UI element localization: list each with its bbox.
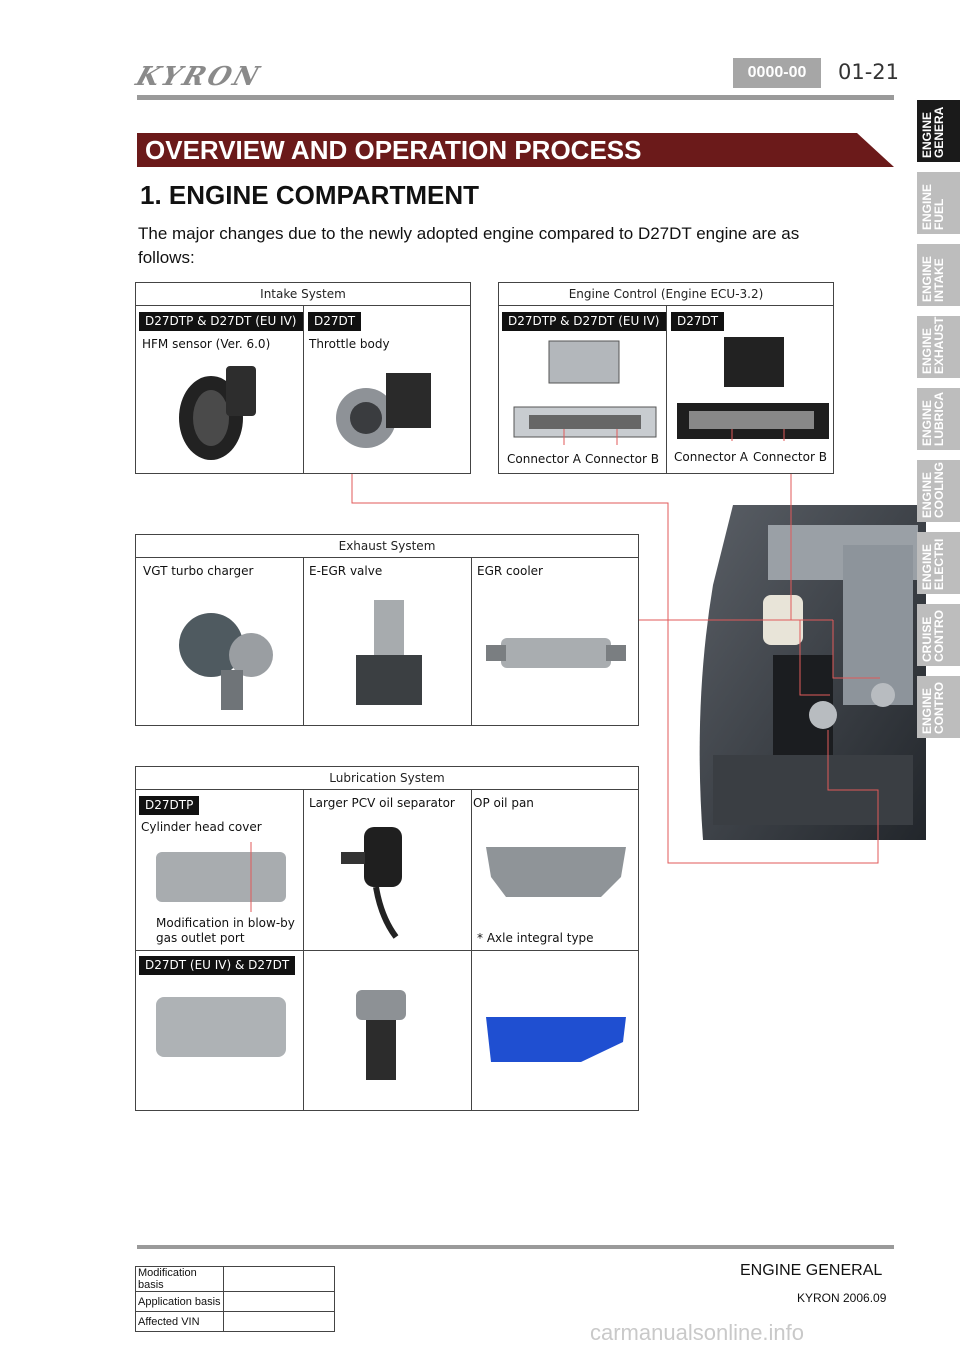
vgt-turbo-caption: VGT turbo charger: [143, 564, 254, 578]
axle-integral-note: * Axle integral type: [477, 931, 594, 945]
lube-variant-tag-top: D27DTP: [139, 796, 199, 815]
ecu-divider: [666, 305, 667, 473]
intake-system-box: [135, 282, 471, 474]
table-row: [136, 1267, 335, 1292]
exhaust-system-box: [135, 534, 639, 726]
banner-text: OVERVIEW AND OPERATION PROCESS: [145, 135, 642, 165]
pcv-separator-image: [336, 822, 426, 942]
footer-rule: [137, 1245, 894, 1249]
exhaust-system-title: Exhaust System: [136, 535, 638, 558]
ecu-image-right: [674, 331, 834, 441]
egr-valve-caption: E-EGR valve: [309, 564, 383, 578]
exhaust-divider-2: [471, 557, 472, 725]
egr-cooler-image: [486, 620, 626, 690]
oil-pan-caption: OP oil pan: [473, 796, 534, 810]
table-cell-label: Modification basis: [136, 1267, 224, 1292]
section-code-badge: 0000-00: [733, 58, 821, 88]
tab-engine-intake[interactable]: ENGINE INTAKE: [917, 244, 960, 306]
ecu-image-left: [509, 335, 659, 445]
throttle-body-caption: Throttle body: [309, 337, 390, 351]
ecu-variant-tag-left: D27DTP & D27DT (EU IV): [502, 312, 666, 331]
hfm-sensor-image: [166, 358, 276, 468]
exhaust-divider-1: [303, 557, 304, 725]
blow-by-note-line1: Modification in blow-by: [156, 916, 295, 930]
ecu-left-connector-a: Connector A: [507, 452, 581, 466]
table-cell-label: Application basis: [136, 1292, 224, 1312]
op-oil-pan-image: [481, 837, 631, 907]
throttle-body-image: [331, 363, 441, 463]
oil-pan-old-image: [481, 1012, 631, 1067]
lube-variant-tag-bottom: D27DT (EU IV) & D27DT: [139, 956, 295, 975]
ecu-right-connector-b: Connector B: [753, 450, 827, 464]
footer-chapter-title: ENGINE GENERAL: [740, 1262, 883, 1279]
header-rule: [137, 95, 894, 100]
cylinder-head-cover-old-image: [151, 982, 291, 1077]
pcv-separator-old-image: [346, 982, 426, 1092]
pcv-separator-caption: Larger PCV oil separator: [309, 796, 455, 810]
hfm-sensor-caption: HFM sensor (Ver. 6.0): [142, 337, 271, 351]
intake-system-title: Intake System: [136, 283, 470, 306]
section-banner: [137, 133, 894, 167]
ecu-left-connector-b: Connector B: [585, 452, 659, 466]
tab-engine-lubrication[interactable]: ENGINE LUBRICA: [917, 388, 960, 450]
table-cell-label: Affected VIN: [136, 1312, 224, 1332]
tab-engine-control[interactable]: ENGINE CONTRO: [917, 676, 960, 738]
table-cell-value: [224, 1312, 335, 1332]
intro-paragraph: The major changes due to the newly adopted engine compared to D27DT engine are as follows:: [138, 224, 800, 267]
blow-by-note-line2: gas outlet port: [156, 931, 245, 945]
tab-engine-exhaust[interactable]: ENGINE EXHAUST: [917, 316, 960, 378]
kyron-logo: KYRON: [132, 62, 266, 92]
cylinder-head-cover-caption: Cylinder head cover: [141, 820, 262, 834]
lube-row-divider: [136, 950, 638, 951]
cylinder-head-cover-image: [151, 842, 291, 917]
table-cell-value: [224, 1267, 335, 1292]
tab-engine-fuel[interactable]: ENGINE FUEL: [917, 172, 960, 234]
intake-divider: [303, 305, 304, 473]
intake-variant-tag-left: D27DTP & D27DT (EU IV): [139, 312, 303, 331]
engine-bay-photo: [693, 505, 926, 840]
engine-control-box: [498, 282, 834, 474]
ecu-variant-tag-right: D27DT: [671, 312, 724, 331]
tab-cruise-control[interactable]: CRUISE CONTRO: [917, 604, 960, 666]
table-cell-value: [224, 1292, 335, 1312]
ecu-right-connector-a: Connector A: [674, 450, 748, 464]
tab-engine-cooling[interactable]: ENGINE COOLING: [917, 460, 960, 522]
engine-control-title: Engine Control (Engine ECU-3.2): [499, 283, 833, 306]
table-row: [136, 1292, 335, 1312]
egr-valve-image: [346, 595, 436, 710]
tab-engine-electrical[interactable]: ENGINE ELECTRI: [917, 532, 960, 594]
tab-engine-general[interactable]: ENGINE GENERA: [917, 100, 960, 162]
page-number: 01-21: [838, 60, 900, 84]
modification-table: [135, 1266, 335, 1332]
lubrication-system-box: [135, 766, 639, 1111]
vgt-turbo-image: [161, 600, 291, 715]
intake-variant-tag-right: D27DT: [308, 312, 361, 331]
watermark: carmanualsonline.info: [590, 1320, 805, 1345]
footer-model-date: KYRON 2006.09: [797, 1291, 887, 1305]
table-row: [136, 1312, 335, 1332]
lubrication-system-title: Lubrication System: [136, 767, 638, 790]
section-title: 1. ENGINE COMPARTMENT: [140, 180, 479, 210]
egr-cooler-caption: EGR cooler: [477, 564, 543, 578]
